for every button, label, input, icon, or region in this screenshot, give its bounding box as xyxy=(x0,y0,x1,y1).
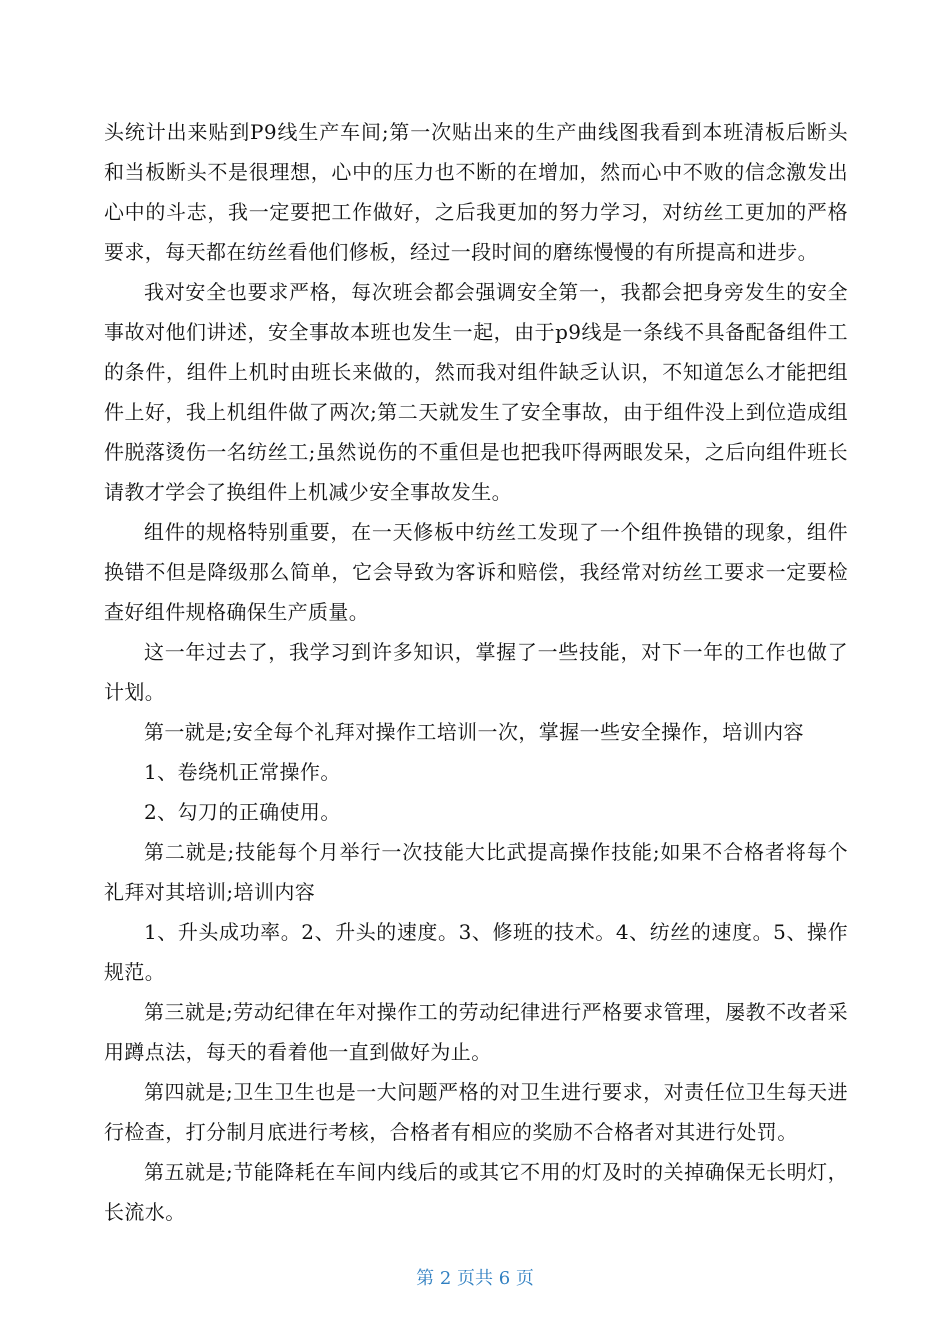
paragraph-8: 第二就是;技能每个月举行一次技能大比武提高操作技能;如果不合格者将每个礼拜对其培训;培训内容 xyxy=(104,840,848,904)
paragraph-3: 组件的规格特别重要，在一天修板中纺丝工发现了一个组件换错的现象，组件换错不但是降级那么简单，它会导致为客诉和赔偿，我经常对纺丝工要求一定要检查好组件规格确保生产质量。 xyxy=(104,520,848,624)
document-body xyxy=(104,112,848,1232)
paragraph-2: 我对安全也要求严格，每次班会都会强调安全第一，我都会把身旁发生的安全事故对他们讲述，安全事故本班也发生一起，由于p9线是一条线不具备配备组件工的条件，组件上机时由班长来做的，然而我对组件缺乏认识，不知道怎么才能把组件上好，我上机组件做了两次;第二天就发生了安全事故，由于组件没上到位造成组件脱落烫伤一名纺丝工;虽然说伤的不重但是也把我吓得两眼发呆，之后向组件班长请教才学会了换组件上机减少安全事故发生。 xyxy=(104,280,848,504)
paragraph-1: 头统计出来贴到P9线生产车间;第一次贴出来的生产曲线图我看到本班清板后断头和当板断头不是很理想，心中的压力也不断的在增加，然而心中不败的信念激发出心中的斗志，我一定要把工作做好，之后我更加的努力学习，对纺丝工更加的严格要求，每天都在纺丝看他们修板，经过一段时间的磨练慢慢的有所提高和进步。 xyxy=(104,120,848,264)
paragraph-12: 第五就是;节能降耗在车间内线后的或其它不用的灯及时的关掉确保无长明灯，长流水。 xyxy=(104,1160,848,1224)
paragraph-9: 1、升头成功率。2、升头的速度。3、修班的技术。4、纺丝的速度。5、操作规范。 xyxy=(104,920,848,984)
paragraph-4: 这一年过去了，我学习到许多知识，掌握了一些技能，对下一年的工作也做了计划。 xyxy=(104,640,848,704)
paragraph-11: 第四就是;卫生卫生也是一大问题严格的对卫生进行要求，对责任位卫生每天进行检查，打分制月底进行考核，合格者有相应的奖励不合格者对其进行处罚。 xyxy=(104,1080,848,1144)
paragraph-10: 第三就是;劳动纪律在年对操作工的劳动纪律进行严格要求管理，屡教不改者采用蹲点法，每天的看着他一直到做好为止。 xyxy=(104,1000,848,1064)
page-number-footer: 第 2 页共 6 页 xyxy=(416,1268,534,1289)
paragraph-5: 第一就是;安全每个礼拜对操作工培训一次，掌握一些安全操作，培训内容 xyxy=(144,720,804,744)
paragraph-7: 2、勾刀的正确使用。 xyxy=(144,800,341,824)
paragraph-6: 1、卷绕机正常操作。 xyxy=(144,760,341,784)
